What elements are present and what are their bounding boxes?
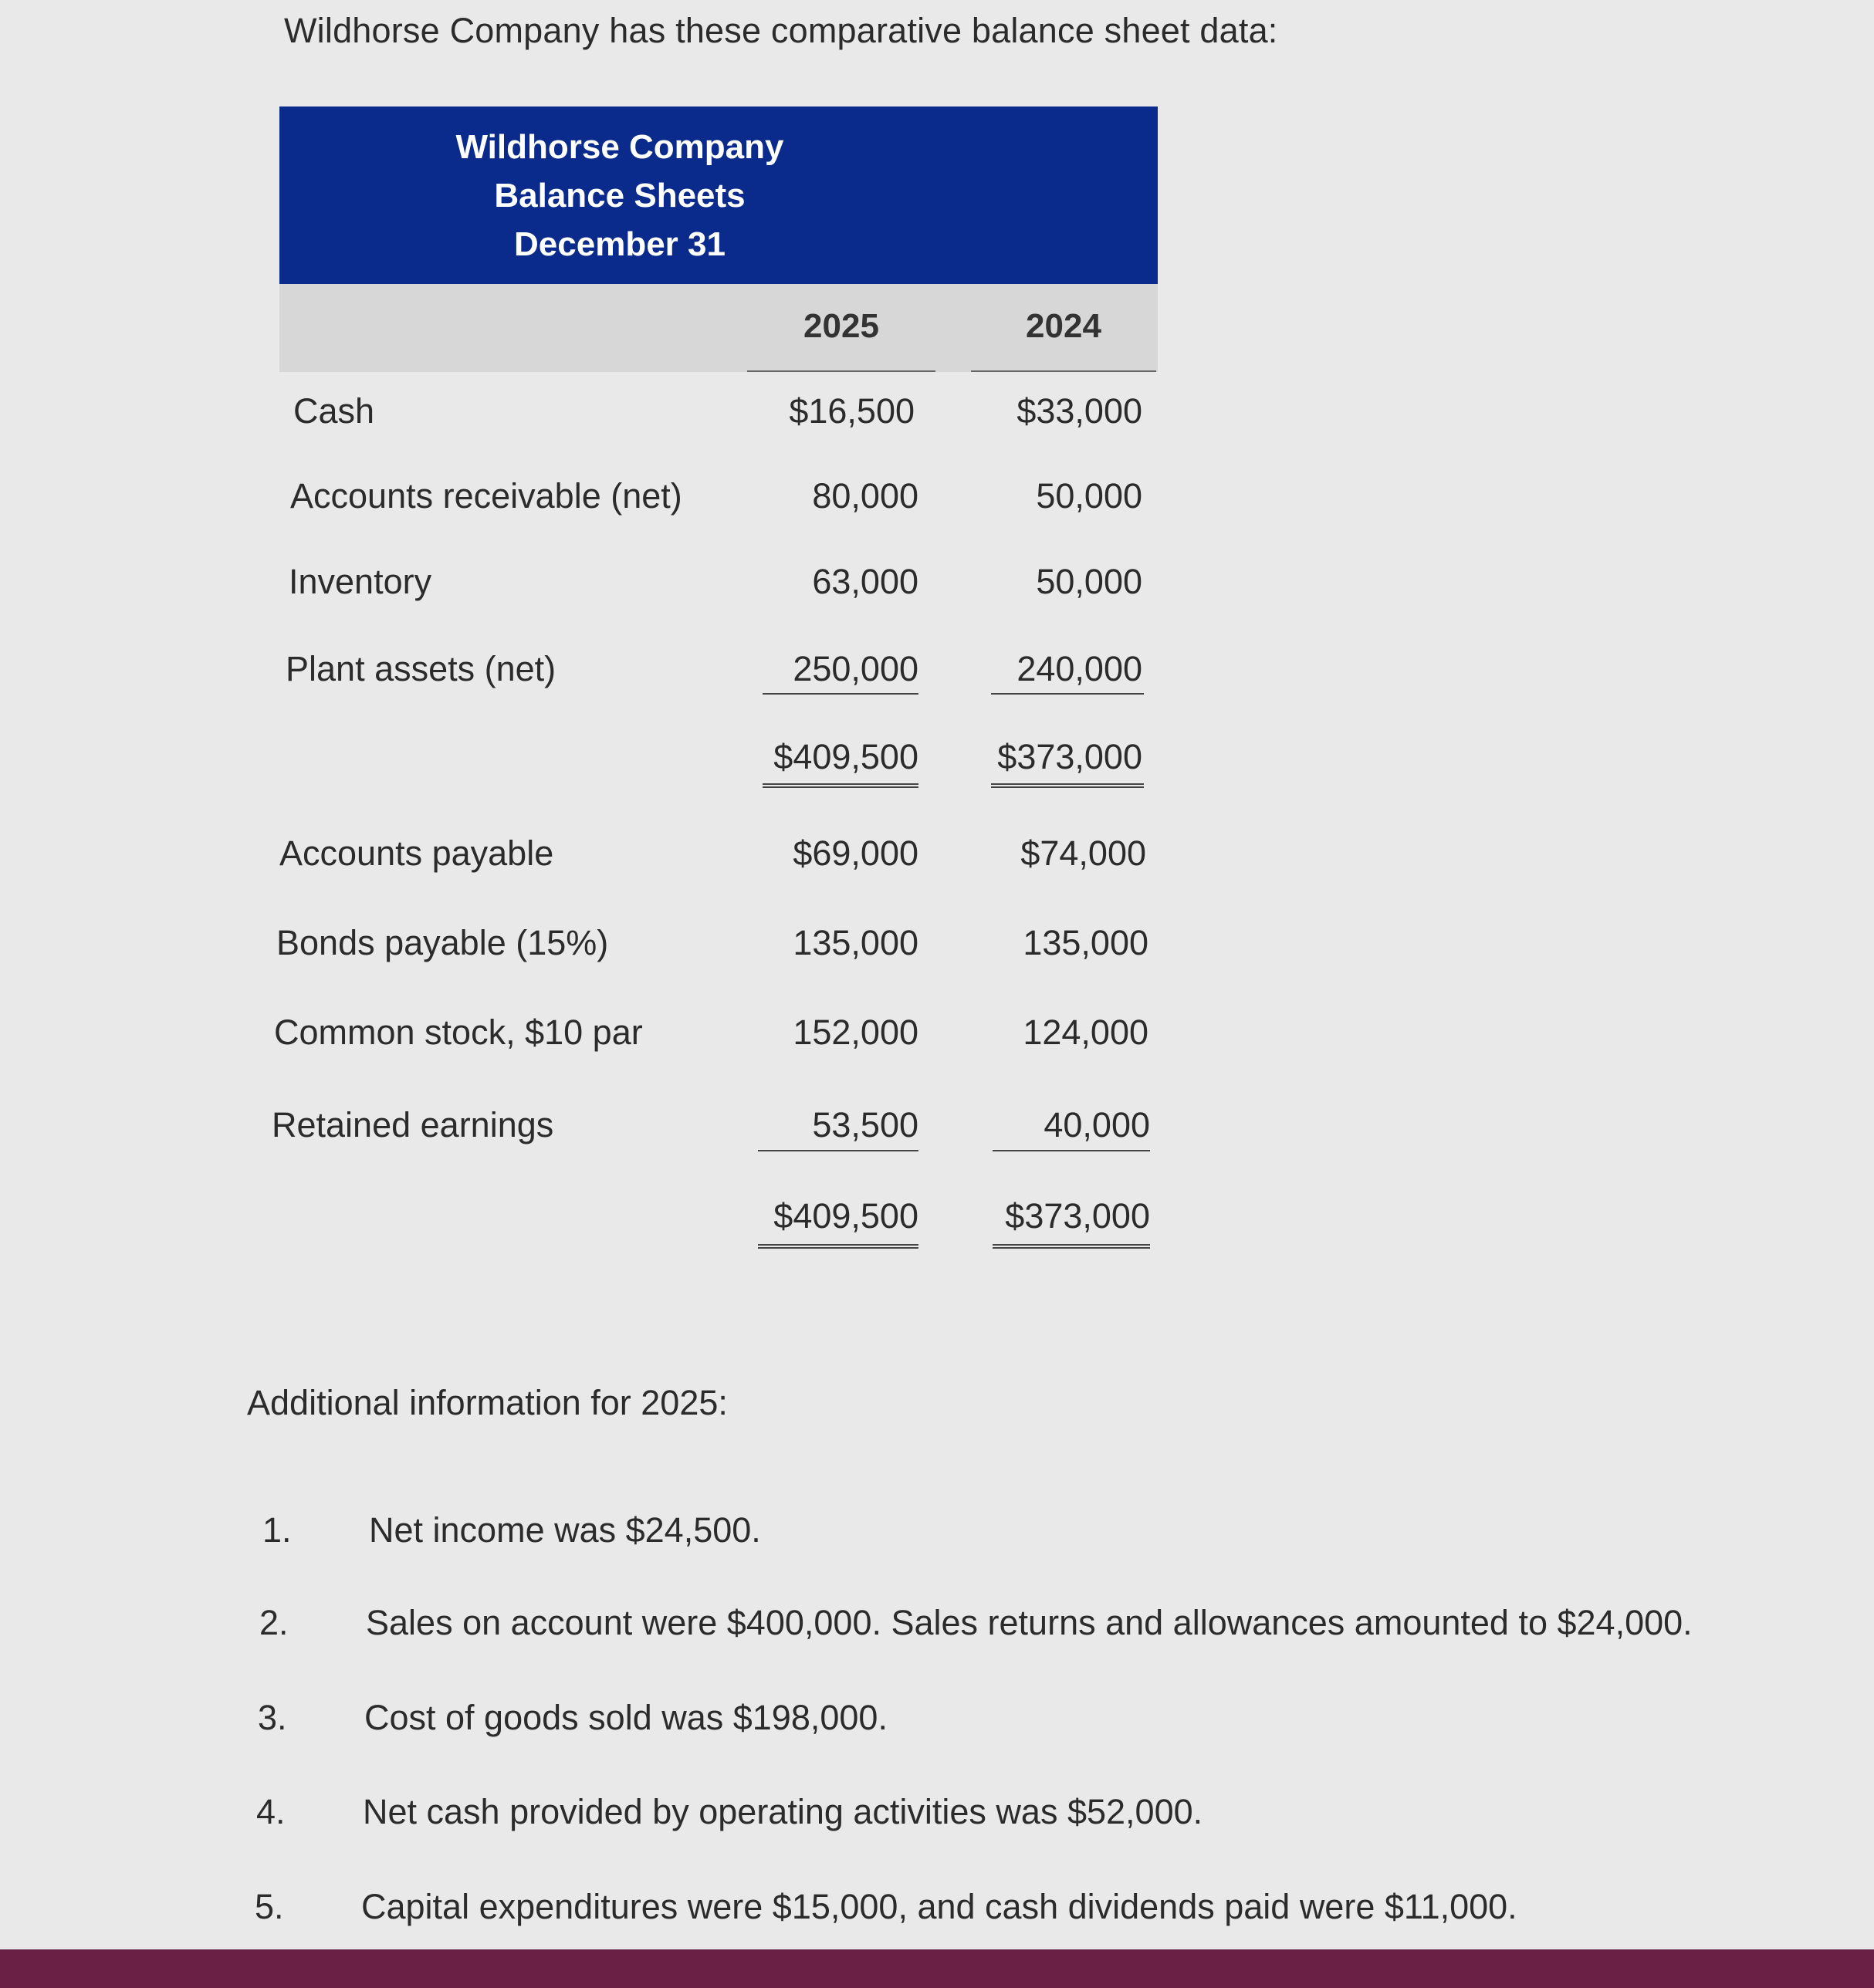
list-item-number: 3. — [258, 1698, 287, 1737]
list-item-number: 1. — [262, 1510, 292, 1550]
value-2025: 80,000 — [812, 476, 918, 516]
total-double-rule — [993, 1244, 1150, 1249]
value-2025: $16,500 — [789, 391, 915, 431]
row-label: Accounts receivable (net) — [290, 476, 682, 516]
table-row — [0, 1105, 1874, 1159]
value-2025: 250,000 — [793, 649, 918, 688]
table-row — [0, 923, 1874, 977]
list-item-number: 5. — [255, 1887, 284, 1926]
row-label: Inventory — [289, 562, 432, 601]
year-header-row — [279, 284, 1158, 372]
total-2024: $373,000 — [1005, 1196, 1150, 1236]
value-2024: 50,000 — [1036, 562, 1142, 601]
table-row — [0, 562, 1874, 616]
statement-date: December 31 — [514, 225, 726, 263]
total-double-rule — [758, 1244, 918, 1249]
total-2025: $409,500 — [773, 1196, 918, 1236]
year-2024-header: 2024 — [1026, 307, 1101, 345]
value-2024: 50,000 — [1036, 476, 1142, 516]
value-2024: 240,000 — [1016, 649, 1142, 688]
additional-info-title: Additional information for 2025: — [247, 1383, 728, 1422]
table-row — [0, 649, 1874, 703]
list-item-number: 4. — [256, 1792, 286, 1831]
row-label: Common stock, $10 par — [274, 1013, 643, 1052]
statement-header — [279, 106, 1158, 284]
table-row — [0, 391, 1874, 445]
list-item-text: Net cash provided by operating activities was $52,000. — [363, 1792, 1203, 1831]
row-label: Bonds payable (15%) — [276, 923, 609, 962]
company-name: Wildhorse Company — [455, 127, 784, 166]
list-item-text: Sales on account were $400,000. Sales returns and allowances amounted to $24,000. — [366, 1603, 1693, 1642]
value-2025: 135,000 — [793, 923, 918, 962]
row-label: Accounts payable — [279, 833, 554, 873]
value-2025: 63,000 — [812, 562, 918, 601]
value-2024: $74,000 — [1020, 833, 1146, 873]
table-row — [0, 476, 1874, 530]
value-2025: 53,500 — [812, 1105, 918, 1144]
subtotal-rule — [993, 1150, 1150, 1151]
value-2025: $69,000 — [793, 833, 918, 873]
total-double-rule — [763, 783, 918, 788]
subtotal-rule — [763, 693, 918, 695]
total-double-rule — [991, 783, 1144, 788]
value-2024: 135,000 — [1023, 923, 1148, 962]
table-row — [0, 833, 1874, 888]
total-row — [0, 737, 1874, 791]
bottom-bar — [0, 1949, 1874, 1988]
intro-text: Wildhorse Company has these comparative balance sheet data: — [284, 11, 1278, 50]
total-2024: $373,000 — [997, 737, 1142, 776]
row-label: Retained earnings — [272, 1105, 554, 1144]
total-row — [0, 1196, 1874, 1250]
row-label: Plant assets (net) — [286, 649, 556, 688]
subtotal-rule — [991, 693, 1144, 695]
value-2024: 124,000 — [1023, 1013, 1148, 1052]
value-2024: $33,000 — [1016, 391, 1142, 431]
year-2025-header: 2025 — [803, 307, 879, 345]
year-underline — [747, 370, 935, 372]
list-item-text: Net income was $24,500. — [369, 1510, 761, 1550]
value-2024: 40,000 — [1044, 1105, 1150, 1144]
list-item-text: Capital expenditures were $15,000, and cash dividends paid were $11,000. — [361, 1887, 1517, 1926]
statement-title: Balance Sheets — [494, 176, 746, 215]
list-item-text: Cost of goods sold was $198,000. — [364, 1698, 888, 1737]
subtotal-rule — [758, 1150, 918, 1151]
value-2025: 152,000 — [793, 1013, 918, 1052]
row-label: Cash — [293, 391, 375, 431]
list-item-number: 2. — [259, 1603, 289, 1642]
total-2025: $409,500 — [773, 737, 918, 776]
year-underline — [971, 370, 1156, 372]
table-row — [0, 1013, 1874, 1067]
